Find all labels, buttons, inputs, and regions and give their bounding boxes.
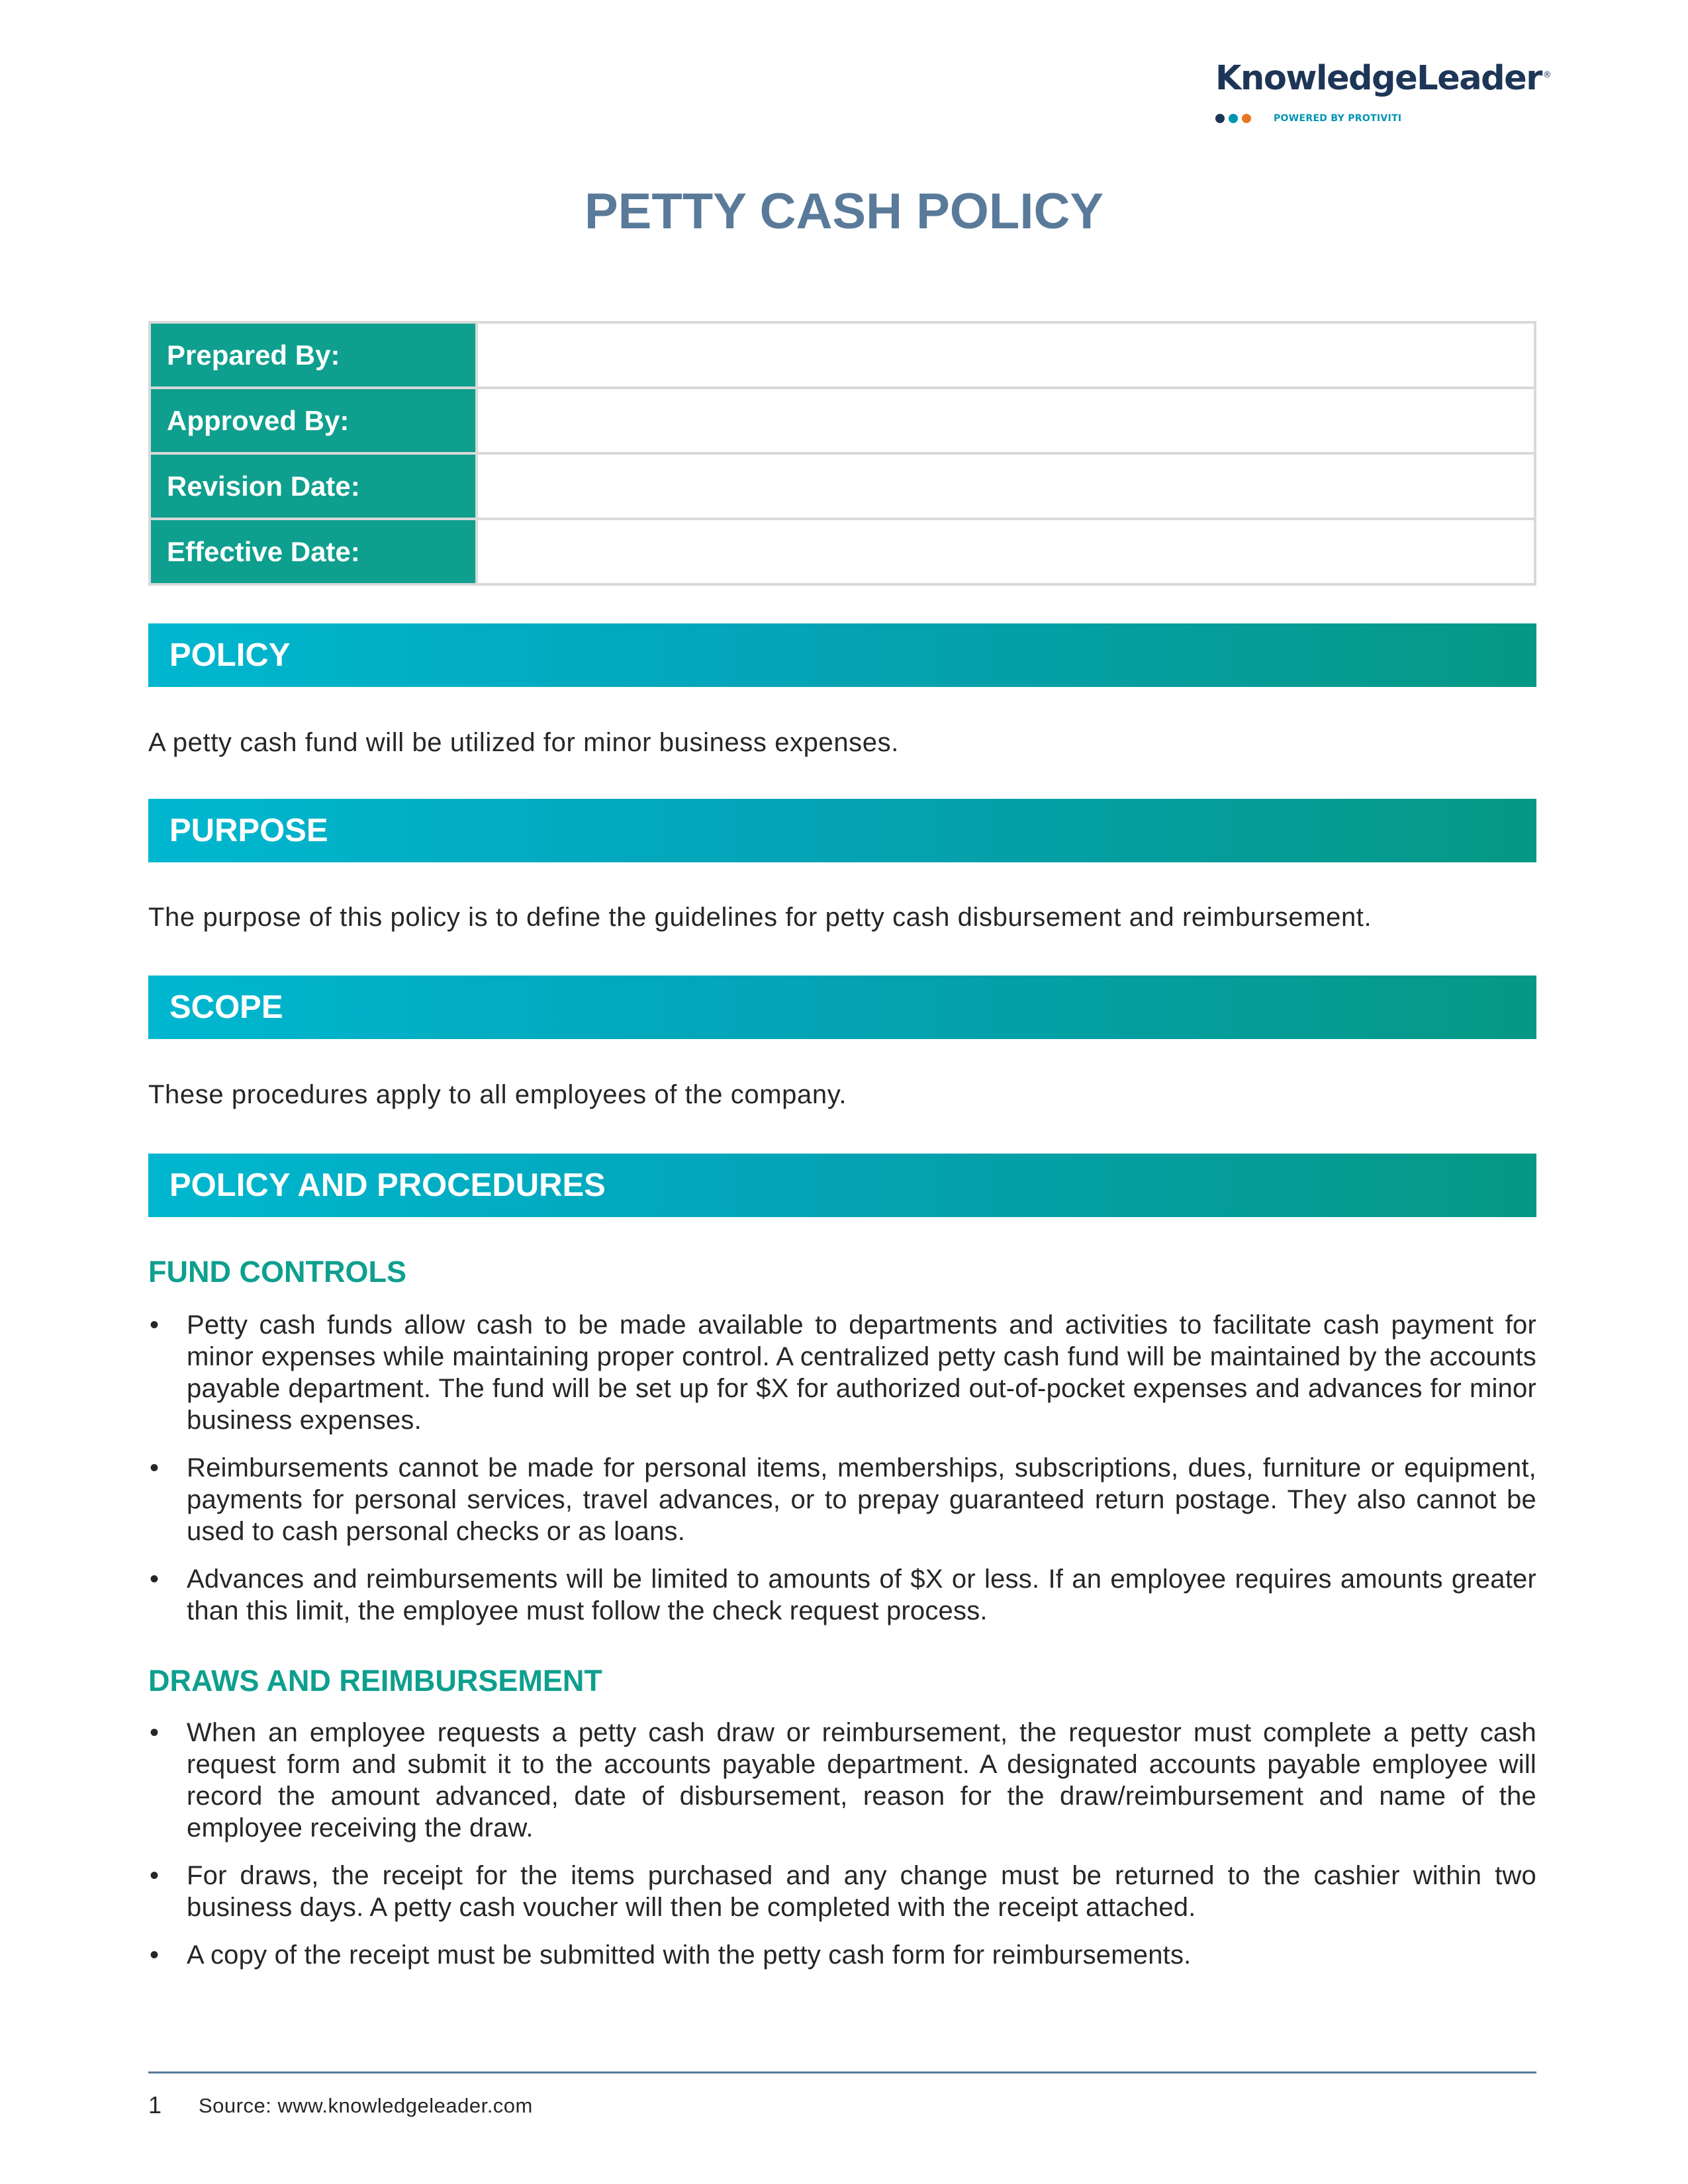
knowledgeleader-logo xyxy=(1215,56,1551,125)
list-item: • Reimbursements cannot be made for personal items, memberships, subscriptions, dues, furniture or equipment, payments for personal services, travel advances, or to prepay guaranteed return postage. They also cannot be used to cash personal checks or as loans. xyxy=(150,1453,1536,1546)
section-heading-purpose: PURPOSE xyxy=(148,799,1536,862)
scope-text: These procedures apply to all employees of the company. xyxy=(148,1080,847,1109)
subheading-fund-controls: FUND CONTROLS xyxy=(148,1255,406,1289)
revision-date-field[interactable] xyxy=(477,453,1535,519)
approved-by-field[interactable] xyxy=(477,388,1535,453)
fund-controls-list xyxy=(148,1309,1536,1643)
registered-mark: ® xyxy=(1542,70,1551,80)
effective-date-field[interactable] xyxy=(477,519,1535,584)
info-label: Revision Date: xyxy=(150,453,477,519)
page-number: 1 xyxy=(148,2091,162,2118)
footer-divider xyxy=(148,2071,1536,2073)
logo-wordmark: KnowledgeLeader ® xyxy=(1215,59,1551,98)
list-item: • For draws, the receipt for the items purchased and any change must be returned to the cashier within two business days. A petty cash voucher will then be completed with the receipt attached. xyxy=(150,1861,1536,1922)
logo-dot-3-icon xyxy=(1242,114,1251,123)
list-item: • When an employee requests a petty cash draw or reimbursement, the requestor must complete a petty cash request form and submit it to the accounts payable department. A designated accounts payable employee will record the amount advanced, date of disbursement, reason for the draw/reimbursement and name of the employee receiving the draw. xyxy=(150,1718,1536,1843)
source-link[interactable]: Source: www.knowledgeleader.com xyxy=(199,2094,533,2117)
info-row-prepared-by xyxy=(150,322,1535,388)
draws-list xyxy=(148,1717,1536,1987)
document-info-table xyxy=(148,321,1536,586)
list-item: • A copy of the receipt must be submitted with the petty cash form for reimbursements. xyxy=(150,1940,1192,1970)
info-row-approved-by xyxy=(150,388,1535,453)
info-label: Effective Date: xyxy=(150,519,477,584)
subheading-draws-reimbursement: DRAWS AND REIMBURSEMENT xyxy=(148,1664,602,1698)
document-title: PETTY CASH POLICY xyxy=(584,183,1104,240)
list-item: • Petty cash funds allow cash to be made available to departments and activities to facilitate cash payment for minor expenses while maintaining proper control. A centralized petty cash fund will be maintained by the accounts payable department. The fund will be set up for $X for authorized out-of-pocket expenses and advances for minor business expenses. xyxy=(150,1310,1536,1435)
section-heading-policy: POLICY xyxy=(148,623,1536,687)
info-row-revision-date xyxy=(150,453,1535,519)
bullet-icon: • xyxy=(150,1310,160,1340)
logo-dot-1-icon xyxy=(1215,114,1225,123)
bullet-icon: • xyxy=(150,1453,160,1482)
section-heading-scope: SCOPE xyxy=(148,976,1536,1039)
policy-text: A petty cash fund will be utilized for minor business expenses. xyxy=(148,728,899,757)
bullet-icon: • xyxy=(150,1565,160,1594)
list-item: • Advances and reimbursements will be limited to amounts of $X or less. If an employee requires amounts greater than this limit, the employee must follow the check request process. xyxy=(150,1565,1536,1625)
prepared-by-field[interactable] xyxy=(477,322,1535,388)
logo-tagline: POWERED BY PROTIVITI xyxy=(1274,113,1402,124)
info-row-effective-date xyxy=(150,519,1535,584)
section-heading-procedures: POLICY AND PROCEDURES xyxy=(148,1154,1536,1217)
bullet-icon: • xyxy=(150,1940,160,1970)
bullet-icon: • xyxy=(150,1718,160,1747)
info-label: Approved By: xyxy=(150,388,477,453)
info-label: Prepared By: xyxy=(150,322,477,388)
bullet-icon: • xyxy=(150,1861,160,1890)
logo-subline xyxy=(1215,112,1533,125)
purpose-text: The purpose of this policy is to define the guidelines for petty cash disbursement and reimbursement. xyxy=(148,903,1372,932)
logo-dot-2-icon xyxy=(1229,114,1238,123)
